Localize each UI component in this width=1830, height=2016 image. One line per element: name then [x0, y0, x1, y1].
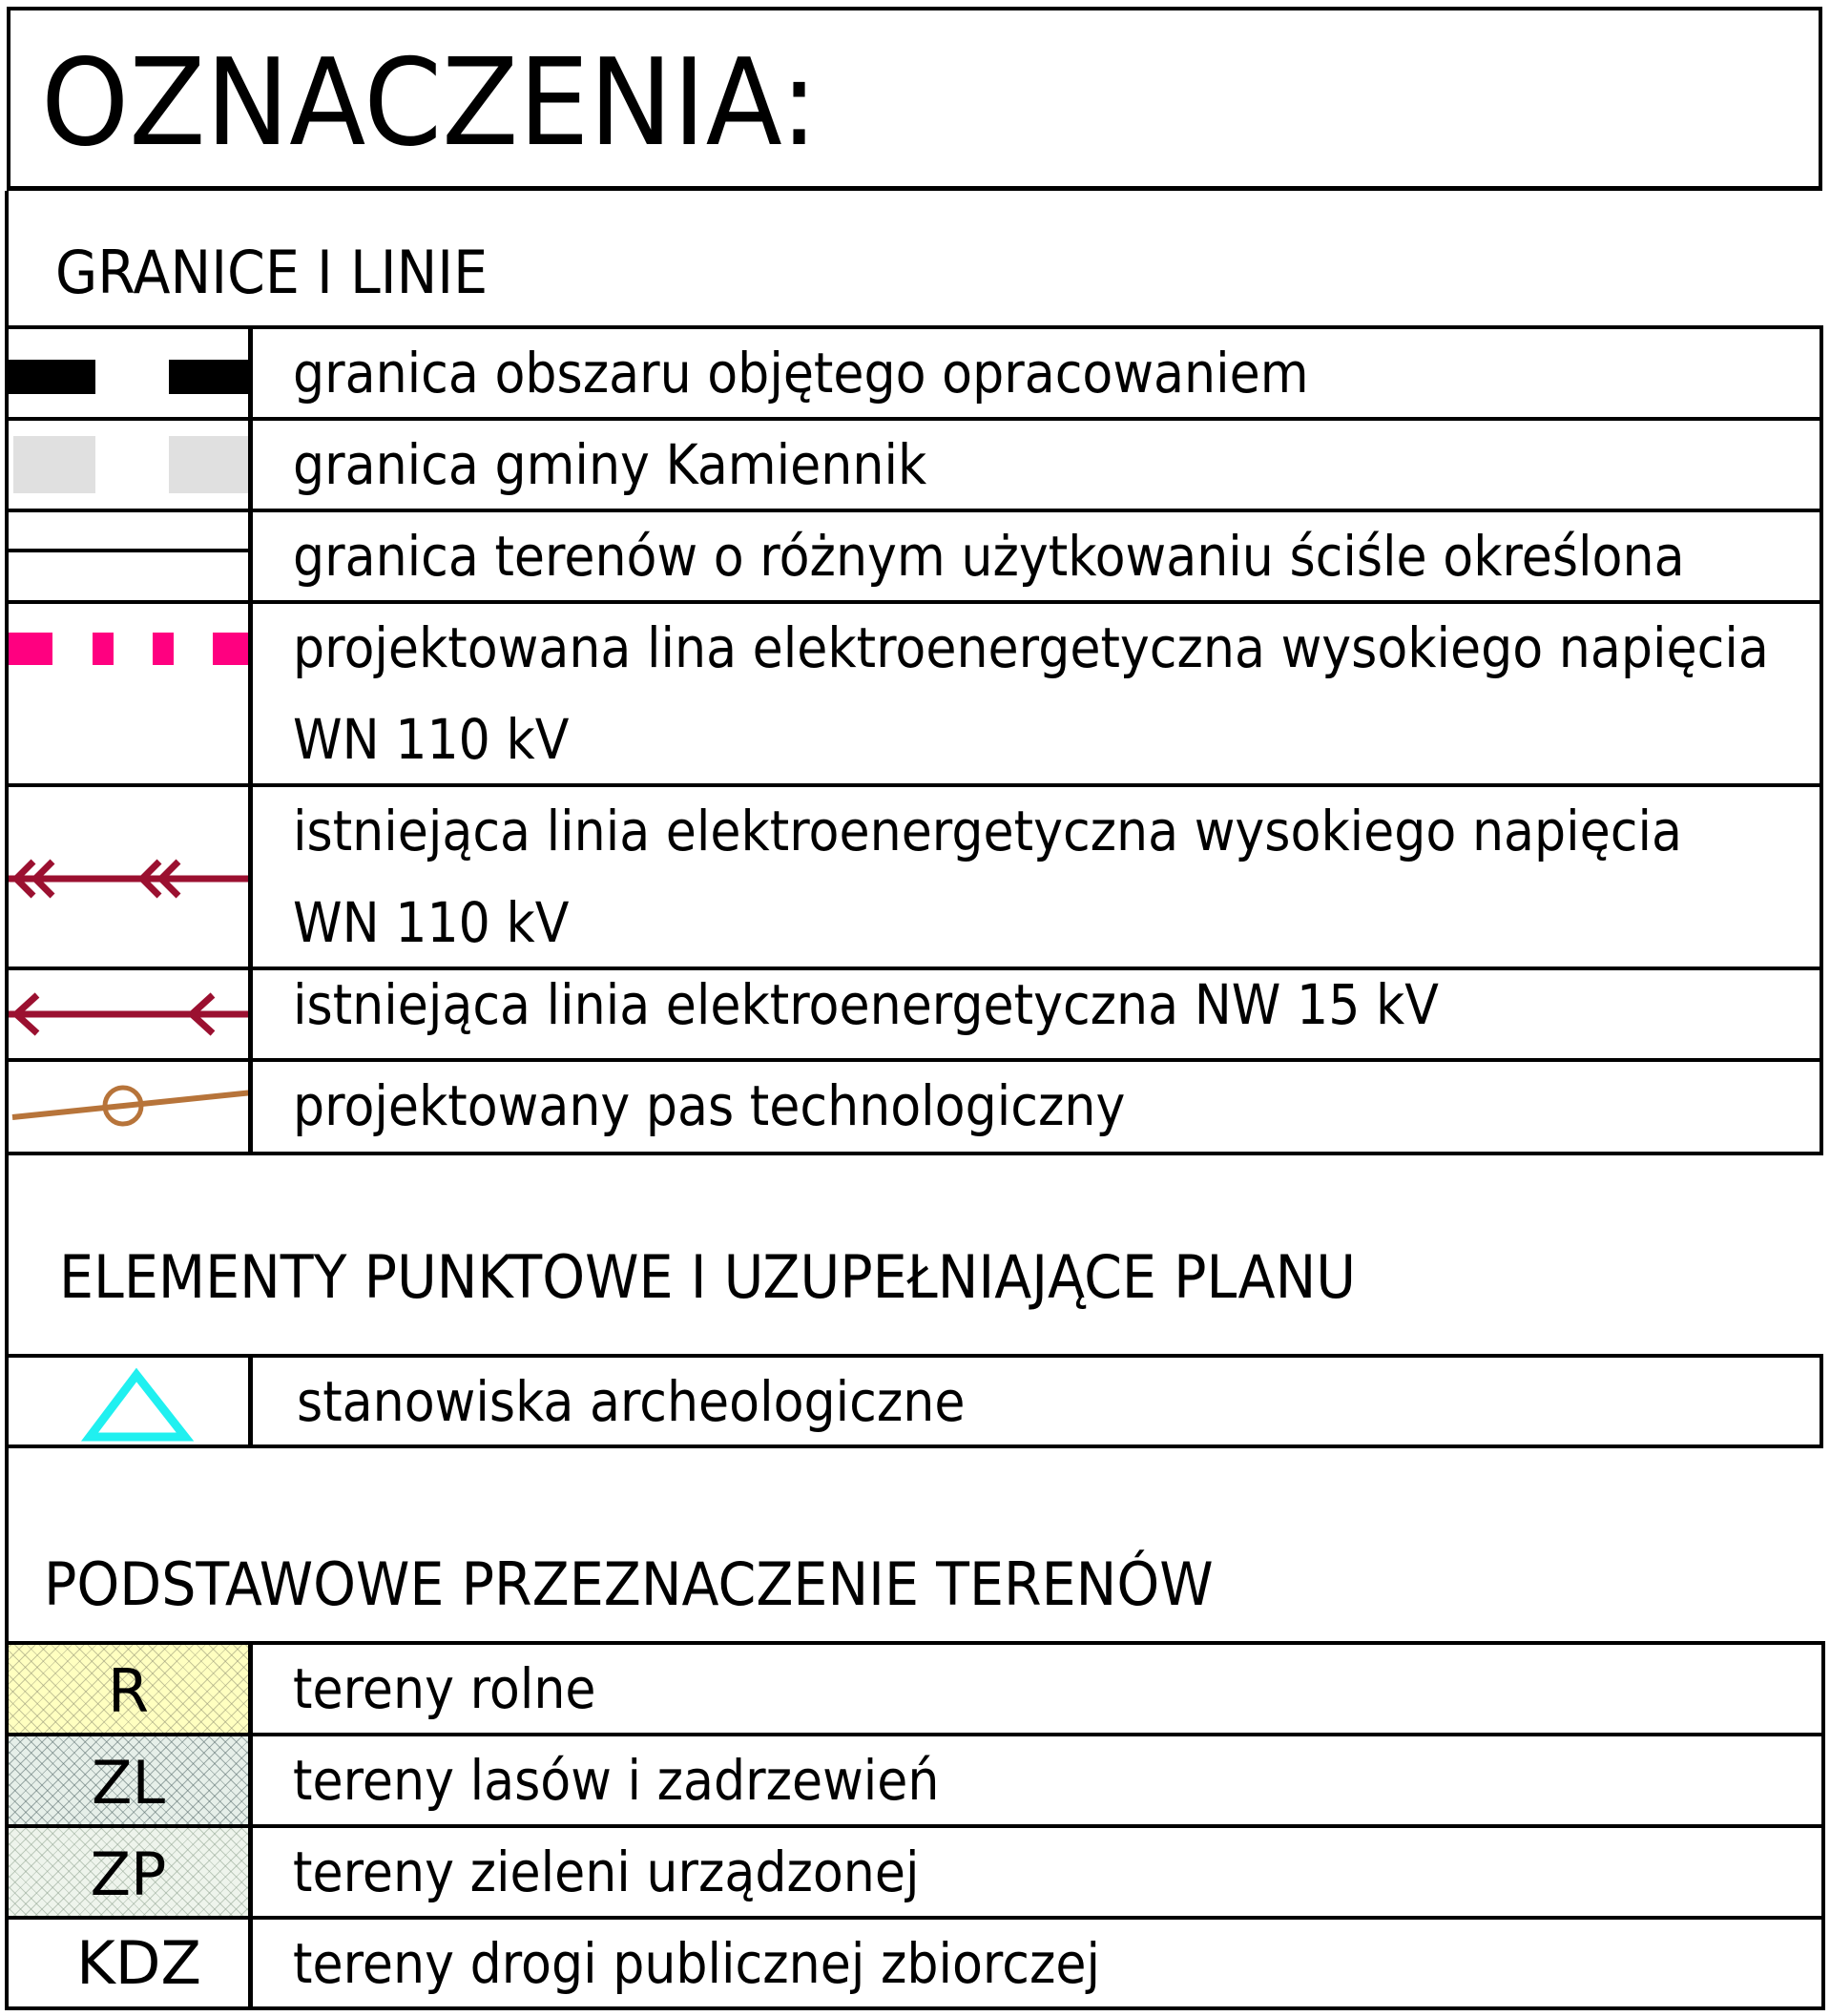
thin-solid-line-icon: [9, 512, 253, 604]
single-arrow-power-line-icon: [9, 970, 253, 1062]
section-heading-zoning: PODSTAWOWE PRZEZNACZENIE TERENÓW: [44, 1549, 1214, 1619]
legend-label: granica obszaru objętego opracowaniem: [293, 341, 1309, 405]
symbol-cell: [9, 1062, 253, 1155]
legend-label: tereny zieleni urządzonej: [293, 1839, 920, 1904]
symbol-cell: [9, 512, 253, 604]
legend-row: [9, 783, 1820, 970]
legend-label: istniejąca linia elektroenergetyczna NW 15 kV: [293, 972, 1439, 1037]
legend-label: granica gminy Kamiennik: [293, 432, 927, 497]
left-rule: [5, 1154, 9, 1360]
symbol-cell: [9, 421, 253, 512]
legend-label: tereny drogi publicznej zbiorczej: [293, 1931, 1100, 1996]
zone-swatch-R: [9, 1645, 253, 1736]
lines-table: [5, 325, 1823, 1155]
legend-row: [9, 417, 1820, 512]
legend-title: OZNACZENIA:: [41, 32, 819, 173]
legend-row: [9, 509, 1820, 604]
zone-swatch-ZL: [9, 1736, 253, 1828]
legend-label: stanowiska archeologiczne: [297, 1369, 966, 1434]
zone-code: ZP: [90, 1839, 167, 1909]
legend-label-voltage: WN 110 kV: [293, 707, 570, 772]
legend-label: granica terenów o różnym użytkowaniu ściśle określona: [293, 524, 1685, 589]
legend-label-voltage: WN 110 kV: [293, 890, 570, 955]
legend-row: [9, 1358, 1820, 1444]
left-rule: [5, 191, 9, 329]
symbol-cell: [9, 604, 253, 787]
magenta-dotted-line-icon: [9, 604, 253, 787]
section-heading-points: ELEMENTY PUNKTOWE I UZUPEŁNIAJĄCE PLANU: [59, 1242, 1356, 1312]
legend-row: [9, 1824, 1821, 1920]
left-rule: [5, 1444, 9, 1645]
legend-label: projektowany pas technologiczny: [293, 1073, 1126, 1138]
zone-code: ZL: [91, 1747, 165, 1818]
symbol-cell: [9, 1358, 253, 1444]
legend-row: [9, 600, 1820, 787]
grey-dashed-boundary-icon: [9, 421, 253, 512]
zoning-table: [5, 1641, 1825, 2010]
legend-label: projektowana lina elektroenergetyczna wysokiego napięcia: [293, 615, 1769, 680]
cyan-triangle-icon: [9, 1358, 253, 1444]
legend-row: [9, 1916, 1821, 2006]
title-box: [7, 7, 1822, 191]
black-dashed-boundary-icon: [9, 329, 253, 421]
symbol-cell: [9, 970, 253, 1062]
section-heading-lines: GRANICE I LINIE: [55, 238, 489, 307]
zone-code: KDZ: [76, 1928, 201, 1998]
double-arrow-power-line-icon: [9, 787, 253, 970]
legend-row: [9, 1733, 1821, 1828]
legend-row: [9, 1058, 1820, 1155]
legend-label: tereny rolne: [293, 1656, 596, 1721]
legend-label: tereny lasów i zadrzewień: [293, 1748, 940, 1813]
brown-line-with-circle-icon: [9, 1062, 253, 1155]
zone-swatch-ZP: [9, 1828, 253, 1920]
legend-row: [9, 1645, 1821, 1736]
legend-row: [9, 329, 1820, 421]
zone-code: R: [107, 1655, 150, 1726]
zone-swatch-KDZ: [9, 1920, 253, 2006]
symbol-cell: [9, 787, 253, 970]
legend-label: istniejąca linia elektroenergetyczna wysokiego napięcia: [293, 799, 1682, 863]
legend-row: [9, 966, 1820, 1062]
symbol-cell: [9, 329, 253, 421]
points-table: [5, 1354, 1823, 1448]
